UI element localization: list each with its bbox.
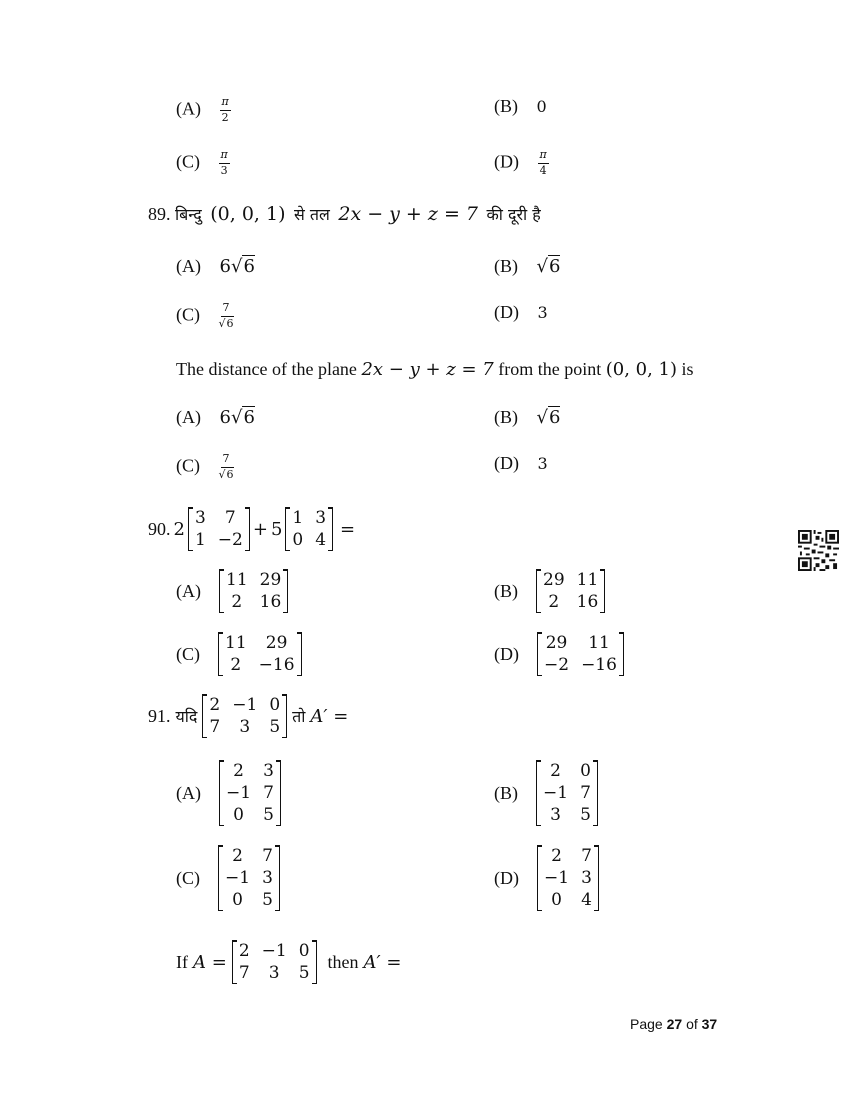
matrix-cell: 11 <box>226 570 248 590</box>
option-label: (A) <box>176 98 201 119</box>
matrix-row <box>188 529 249 551</box>
sqrt: √6 <box>230 407 255 428</box>
q88-option-b <box>494 96 547 117</box>
matrix-cell: 1 <box>194 530 206 550</box>
matrix-row <box>538 632 624 654</box>
bracket-cap <box>593 760 598 762</box>
matrix-row <box>220 569 288 591</box>
matrix-cell: 0 <box>551 890 562 910</box>
option-label: (C) <box>176 151 200 172</box>
matrix-cell: 2 <box>551 846 562 866</box>
q91-option-a <box>176 760 281 826</box>
bracket-cap <box>219 569 224 571</box>
matrix-row <box>203 716 287 738</box>
matrix-cell: 3 <box>268 963 280 983</box>
matrix-cell: 16 <box>576 592 599 612</box>
matrix <box>188 507 250 551</box>
matrix-cell: 5 <box>262 890 273 910</box>
bracket-cap <box>536 612 541 614</box>
option-label: (C) <box>176 304 200 325</box>
q88-option-c <box>176 149 230 177</box>
matrix-row <box>220 782 281 804</box>
q89-english-option-d <box>494 453 548 474</box>
matrix-cell: −2 <box>217 530 243 550</box>
option-label: (A) <box>176 407 201 427</box>
fraction: $\frac{7}{√6}$ <box>218 301 234 330</box>
matrix-cell: 3 <box>263 761 274 781</box>
q89-option-a: (A) 6√6 <box>176 256 255 277</box>
matrix-cell: 5 <box>580 805 591 825</box>
bracket-cap <box>232 940 237 942</box>
bracket-cap <box>537 910 542 912</box>
bracket-cap <box>328 507 333 509</box>
matrix-cell: 3 <box>550 805 561 825</box>
q91-option-d <box>494 845 599 911</box>
matrix-cell: 29 <box>259 570 282 590</box>
option-label: (D) <box>494 643 519 664</box>
bracket-cap <box>275 910 280 912</box>
matrix-cell: 2 <box>209 695 221 715</box>
matrix-cell: 2 <box>548 592 560 612</box>
bracket-cap <box>245 507 250 509</box>
matrix-cell: −16 <box>581 655 617 675</box>
matrix-row <box>219 654 302 676</box>
bracket-cap <box>282 737 287 739</box>
matrix <box>536 760 598 826</box>
matrix <box>219 760 281 826</box>
matrix-row <box>232 962 316 984</box>
sqrt: √6 <box>536 256 561 277</box>
option-label: (B) <box>494 256 518 276</box>
matrix-cell: −1 <box>232 695 258 715</box>
page-number: 27 <box>666 1016 683 1032</box>
q91-option-b <box>494 760 598 826</box>
matrix-cell: 7 <box>263 783 274 803</box>
matrix-cell: 2 <box>233 761 244 781</box>
sqrt: √6 <box>536 407 561 428</box>
q89-english-option-a: (A) 6√6 <box>176 407 255 428</box>
matrix-row <box>188 507 249 529</box>
matrix-cell: −1 <box>261 941 287 961</box>
matrix <box>537 632 624 676</box>
q89-option-c <box>176 302 234 330</box>
option-label: (B) <box>494 407 518 427</box>
option-label: (C) <box>176 455 200 476</box>
matrix <box>219 569 288 613</box>
matrix-row <box>219 845 280 867</box>
bracket-cap <box>202 737 207 739</box>
matrix-cell: 1 <box>292 508 304 528</box>
matrix-cell: 0 <box>292 530 304 550</box>
matrix-cell: −1 <box>225 868 251 888</box>
q90-option-c <box>176 632 302 676</box>
matrix-row <box>538 867 599 889</box>
matrix-row <box>286 529 333 551</box>
bracket-cap <box>202 694 207 696</box>
q88-option-d <box>494 149 549 177</box>
option-label: (D) <box>494 302 519 322</box>
option-label: (C) <box>176 643 200 664</box>
bracket-cap <box>619 632 624 634</box>
matrix-cell: 2 <box>238 941 250 961</box>
matrix-cell: −1 <box>544 868 570 888</box>
matrix-row <box>537 591 605 613</box>
bracket-cap <box>218 675 223 677</box>
bracket-cap <box>594 845 599 847</box>
matrix-cell: 4 <box>581 890 592 910</box>
q89-stem-english: The distance of the plane 2x − y + z = 7 from the point (0, 0, 1) is <box>176 359 694 380</box>
bracket-cap <box>297 632 302 634</box>
matrix-cell: 5 <box>298 963 310 983</box>
matrix-cell: 2 <box>232 846 243 866</box>
q89-english-option-b <box>494 407 560 428</box>
matrix-cell: 2 <box>550 761 561 781</box>
matrix-cell: 2 <box>231 592 243 612</box>
q90-option-d <box>494 632 624 676</box>
bracket-cap <box>218 845 223 847</box>
matrix <box>285 507 333 551</box>
matrix-cell: 7 <box>224 508 236 528</box>
bracket-cap <box>312 940 317 942</box>
matrix-row <box>538 654 624 676</box>
option-label: (D) <box>494 453 519 473</box>
matrix <box>218 845 280 911</box>
bracket-cap <box>593 825 598 827</box>
matrix-cell: 16 <box>259 592 282 612</box>
bracket-cap <box>537 845 542 847</box>
matrix-row <box>537 782 598 804</box>
bracket-cap <box>619 675 624 677</box>
matrix-cell: 0 <box>269 695 281 715</box>
matrix <box>537 845 599 911</box>
bracket-cap <box>297 675 302 677</box>
bracket-cap <box>328 550 333 552</box>
matrix-row <box>219 632 302 654</box>
matrix <box>232 940 317 984</box>
matrix <box>218 632 302 676</box>
matrix-cell: 0 <box>298 941 310 961</box>
matrix-cell: 7 <box>262 846 273 866</box>
bracket-cap <box>232 983 237 985</box>
matrix-row <box>219 889 280 911</box>
option-label: (D) <box>494 867 519 888</box>
page-total: 37 <box>701 1016 718 1032</box>
matrix-cell: 2 <box>230 655 242 675</box>
bracket-cap <box>312 983 317 985</box>
q91-stem-hindi: 91. यदि 2 −1 0 7 3 5 तो A′ = <box>148 695 349 737</box>
bracket-cap <box>245 550 250 552</box>
option-label: (C) <box>176 867 200 888</box>
bracket-cap <box>219 612 224 614</box>
matrix-cell: 7 <box>581 846 592 866</box>
matrix-cell: 3 <box>581 868 592 888</box>
bracket-cap <box>285 550 290 552</box>
matrix-row <box>203 694 287 716</box>
sqrt: √6 <box>230 256 255 277</box>
matrix-cell: −1 <box>226 783 252 803</box>
qr-code-icon <box>798 530 839 571</box>
matrix-row <box>538 845 599 867</box>
matrix-cell: 7 <box>238 963 250 983</box>
matrix-cell: 4 <box>315 530 327 550</box>
matrix-cell: 5 <box>269 717 281 737</box>
q89-option-b <box>494 256 560 277</box>
option-label: (B) <box>494 782 518 803</box>
bracket-cap <box>537 632 542 634</box>
option-label: (A) <box>176 782 201 803</box>
matrix-cell: 0 <box>233 805 244 825</box>
q90-option-b <box>494 569 605 613</box>
bracket-cap <box>594 910 599 912</box>
bracket-cap <box>282 694 287 696</box>
matrix <box>536 569 605 613</box>
matrix-row <box>537 569 605 591</box>
bracket-cap <box>536 569 541 571</box>
matrix-row <box>220 804 281 826</box>
q90-option-a <box>176 569 288 613</box>
matrix-cell: 3 <box>262 868 273 888</box>
matrix-row <box>220 591 288 613</box>
bracket-cap <box>536 825 541 827</box>
matrix-cell: 0 <box>232 890 243 910</box>
bracket-cap <box>219 825 224 827</box>
bracket-cap <box>283 569 288 571</box>
matrix-cell: 29 <box>543 570 565 590</box>
question-number: 89. <box>148 204 171 224</box>
matrix-cell: 3 <box>239 717 251 737</box>
q89-option-d <box>494 302 548 323</box>
matrix-cell: −16 <box>258 655 295 675</box>
fraction: $\frac{\pi}{3}$ <box>220 148 228 177</box>
matrix-row <box>286 507 333 529</box>
matrix-cell: 3 <box>315 508 327 528</box>
option-value: 0 <box>536 97 547 116</box>
matrix-row <box>537 804 598 826</box>
option-label: (A) <box>176 580 201 601</box>
bracket-cap <box>188 507 193 509</box>
bracket-cap <box>275 845 280 847</box>
matrix-cell: 7 <box>580 783 591 803</box>
option-label: (A) <box>176 256 201 276</box>
matrix-cell: 11 <box>576 570 599 590</box>
matrix-cell: 3 <box>194 508 206 528</box>
bracket-cap <box>285 507 290 509</box>
matrix-row <box>537 760 598 782</box>
q91-option-c <box>176 845 280 911</box>
option-value: 3 <box>537 454 548 473</box>
q91-stem-english: If A = 2 −1 0 7 3 5 then A′ = <box>176 941 402 983</box>
bracket-cap <box>219 760 224 762</box>
bracket-cap <box>537 675 542 677</box>
matrix-cell: 29 <box>545 633 568 653</box>
matrix-row <box>219 867 280 889</box>
question-number: 90. <box>148 518 171 539</box>
bracket-cap <box>276 760 281 762</box>
bracket-cap <box>283 612 288 614</box>
bracket-cap <box>188 550 193 552</box>
bracket-cap <box>536 760 541 762</box>
page-footer: Page 27 of 37 <box>630 1016 718 1032</box>
matrix-cell: 29 <box>265 633 288 653</box>
q89-stem-hindi: 89. बिन्दु (0, 0, 1) से तल 2x − y + z = 7 की दूरी है <box>148 203 541 225</box>
option-label: (B) <box>494 96 518 116</box>
bracket-cap <box>218 910 223 912</box>
q88-option-a <box>176 96 231 124</box>
question-number: 91. <box>148 705 171 726</box>
matrix-cell: 0 <box>580 761 591 781</box>
bracket-cap <box>600 569 605 571</box>
bracket-cap <box>218 632 223 634</box>
matrix-cell: −2 <box>544 655 570 675</box>
fraction: $\frac{\pi}{4}$ <box>539 148 547 177</box>
matrix-row <box>220 760 281 782</box>
fraction: $\frac{7}{√6}$ <box>218 452 234 481</box>
matrix <box>202 694 287 738</box>
matrix-cell: 7 <box>209 717 221 737</box>
matrix-cell: 11 <box>225 633 247 653</box>
bracket-cap <box>600 612 605 614</box>
option-label: (D) <box>494 151 519 172</box>
bracket-cap <box>276 825 281 827</box>
matrix-row <box>538 889 599 911</box>
matrix-cell: 11 <box>588 633 610 653</box>
matrix-cell: −1 <box>543 783 569 803</box>
option-value: 3 <box>537 303 548 322</box>
option-label: (B) <box>494 580 518 601</box>
matrix-row <box>232 940 316 962</box>
fraction: $\frac{\pi}{2}$ <box>221 95 229 124</box>
q89-english-option-c <box>176 453 234 481</box>
matrix-cell: 5 <box>263 805 274 825</box>
q90-stem: 90. 2 3 7 1 −2 + 5 1 3 0 4 = <box>148 508 356 550</box>
